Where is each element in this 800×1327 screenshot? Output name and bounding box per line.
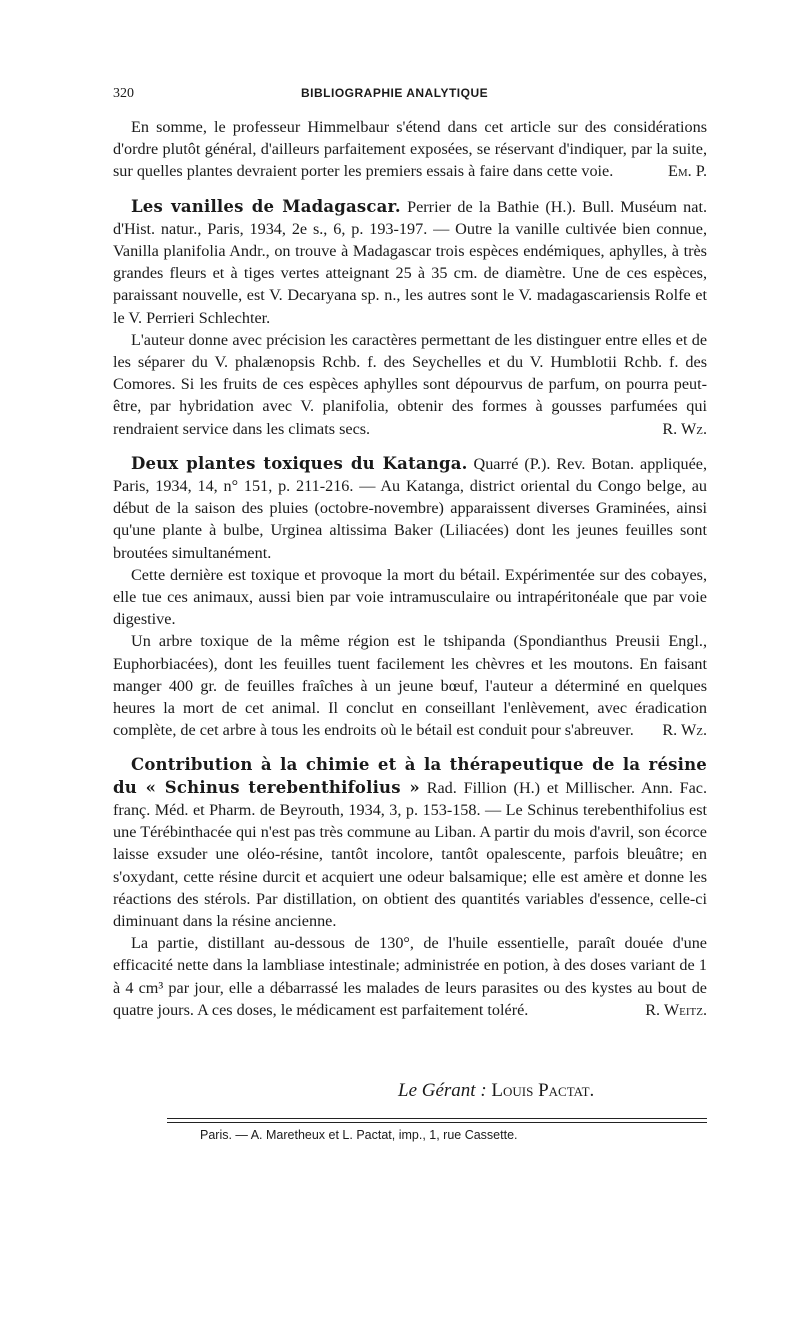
page-number: 320 [113,86,134,101]
article-citation: Perrier de la Bathie (H.). Bull. Muséum nat. d'Hist. natur., Paris, 1934, 2e s., 6, p. 193-197. — Outre la vanille cultivée bien connue, Vanilla planifolia Andr., on trouve à Madagascar trois espèces endémiques, aphylles, à très grandes fleurs et à tiges vertes atteignant 25 à 35 cm. de diamètre. Une de ces espèces, paraissant nouvelle, est V. Decaryana sp. n., les autres sont le V. madagascariensis Rolfe et le V. Perrieri Schlechter. [113,197,708,327]
article-signature: R. Wz. [662,419,707,438]
article-citation: Quarré (P.). Rev. Botan. appliquée, Paris, 1934, 14, n° 151, p. 211-216. — Au Katanga, district oriental du Congo belge, au début de la saison des pluies (octobre-novembre) apparaissent diverses Graminées, ainsi qu'une plante à bulbe, Urginea altissima Baker (Liliacées) dont les jeunes feuilles sont broutées simultanément. [113,454,707,562]
article-signature: Em. P. [667,162,707,181]
article-katanga [113,453,707,742]
printer-footer: Paris. — A. Maretheux et L. Pactat, imp., 1, rue Cassette. [200,1128,518,1142]
article-paragraph: La partie, distillant au-dessous de 130°, de l'huile essentielle, paraît douée d'une efficacité nette dans la lambliase intestinale; administrée en potion, à des doses variant de 1 à 4 cm³ par jour, elle a débarrassé les malades de leurs parasites ou des kystes au bout de quatre jours. A ces doses, le médicament est parfaitement toléré. R. Weitz. [113,932,707,1021]
article-paragraph: En somme, le professeur Himmelbaur s'étend dans cet article sur des considérations d'ordre plutôt général, d'ailleurs parfaitement exposées, se réservant d'indiquer, par la suite, sur quelles plantes devraient porter les premiers essais à faire dans cette voie. Em. P. [113,116,707,183]
article-heading [113,196,707,329]
footer-rule-secondary [167,1122,707,1123]
page-body [113,116,707,1021]
article-heading [113,453,707,564]
article-citation: Rad. Fillion (H.) et Millischer. Ann. Fac. franç. Méd. et Pharm. de Beyrouth, 1934, 3, p. 153-158. — Le Schinus terebenthifolius est une Térébinthacée qui n'est pas très commune au Liban. A partir du mois d'avril, son écorce laisse exsuder une oléo-résine, tantôt incolore, tantôt opalescente, parfois bleuâtre; en s'oxydant, cette résine durcit et acquiert une odeur balsamique; elle est amère et donne les réactions des stérols. Par distillation, on obtient des quantités variables d'essence, celle-ci diminuant dans la résine ancienne. [113,778,707,930]
article-schinus [113,754,707,1020]
article-signature: R. Weitz. [645,1000,707,1019]
article-heading [113,754,707,932]
footer-rule [167,1118,707,1119]
article-signature: R. Wz. [662,721,707,740]
article-vanilles [113,196,707,440]
gerant-label: Le Gérant : [398,1080,492,1101]
article-title: Deux plantes toxiques du Katanga. [131,453,468,473]
gerant-line [398,1080,594,1102]
article-paragraph: Cette dernière est toxique et provoque la mort du bétail. Expérimentée sur des cobayes, elle tue ces animaux, aussi bien par voie intramusculaire ou intrapéritonéale que par voie digestive. [113,565,707,629]
article-paragraph: Un arbre toxique de la même région est le tshipanda (Spondianthus Preusii Engl., Euphorbiacées), dont les feuilles tuent facilement les chèvres et les moutons. En faisant manger 400 gr. de feuilles fraîches à un jeune bœuf, l'auteur a déterminé en quelques heures la mort de cet animal. Il conclut en conseillant l'enlèvement, avec éradication complète, de cet arbre à tous les endroits où le bétail est conduit pour s'abreuver. R. Wz. [113,630,707,741]
article-title: Contribution à la chimie et à la thérapeutique de la résine du « Schinus terebenthifolius » [113,755,707,797]
gerant-name: Louis Pactat. [491,1080,595,1101]
article-paragraph: L'auteur donne avec précision les caractères permettant de les distinguer entre elles et de les séparer du V. phalænopsis Rchb. f. des Seychelles et du V. Humblotii Rchb. f. des Comores. Si les fruits de ces espèces aphylles sont dépourvus de parfum, on pourra peut-être, par hybridation avec V. planifolia, obtenir des formes à gousses parfumées qui rendraient service dans les climats secs. R. Wz. [113,329,707,440]
running-title: BIBLIOGRAPHIE ANALYTIQUE [301,86,489,100]
article-continuation [113,116,707,183]
article-title: Les vanilles de Madagascar. [131,196,401,216]
